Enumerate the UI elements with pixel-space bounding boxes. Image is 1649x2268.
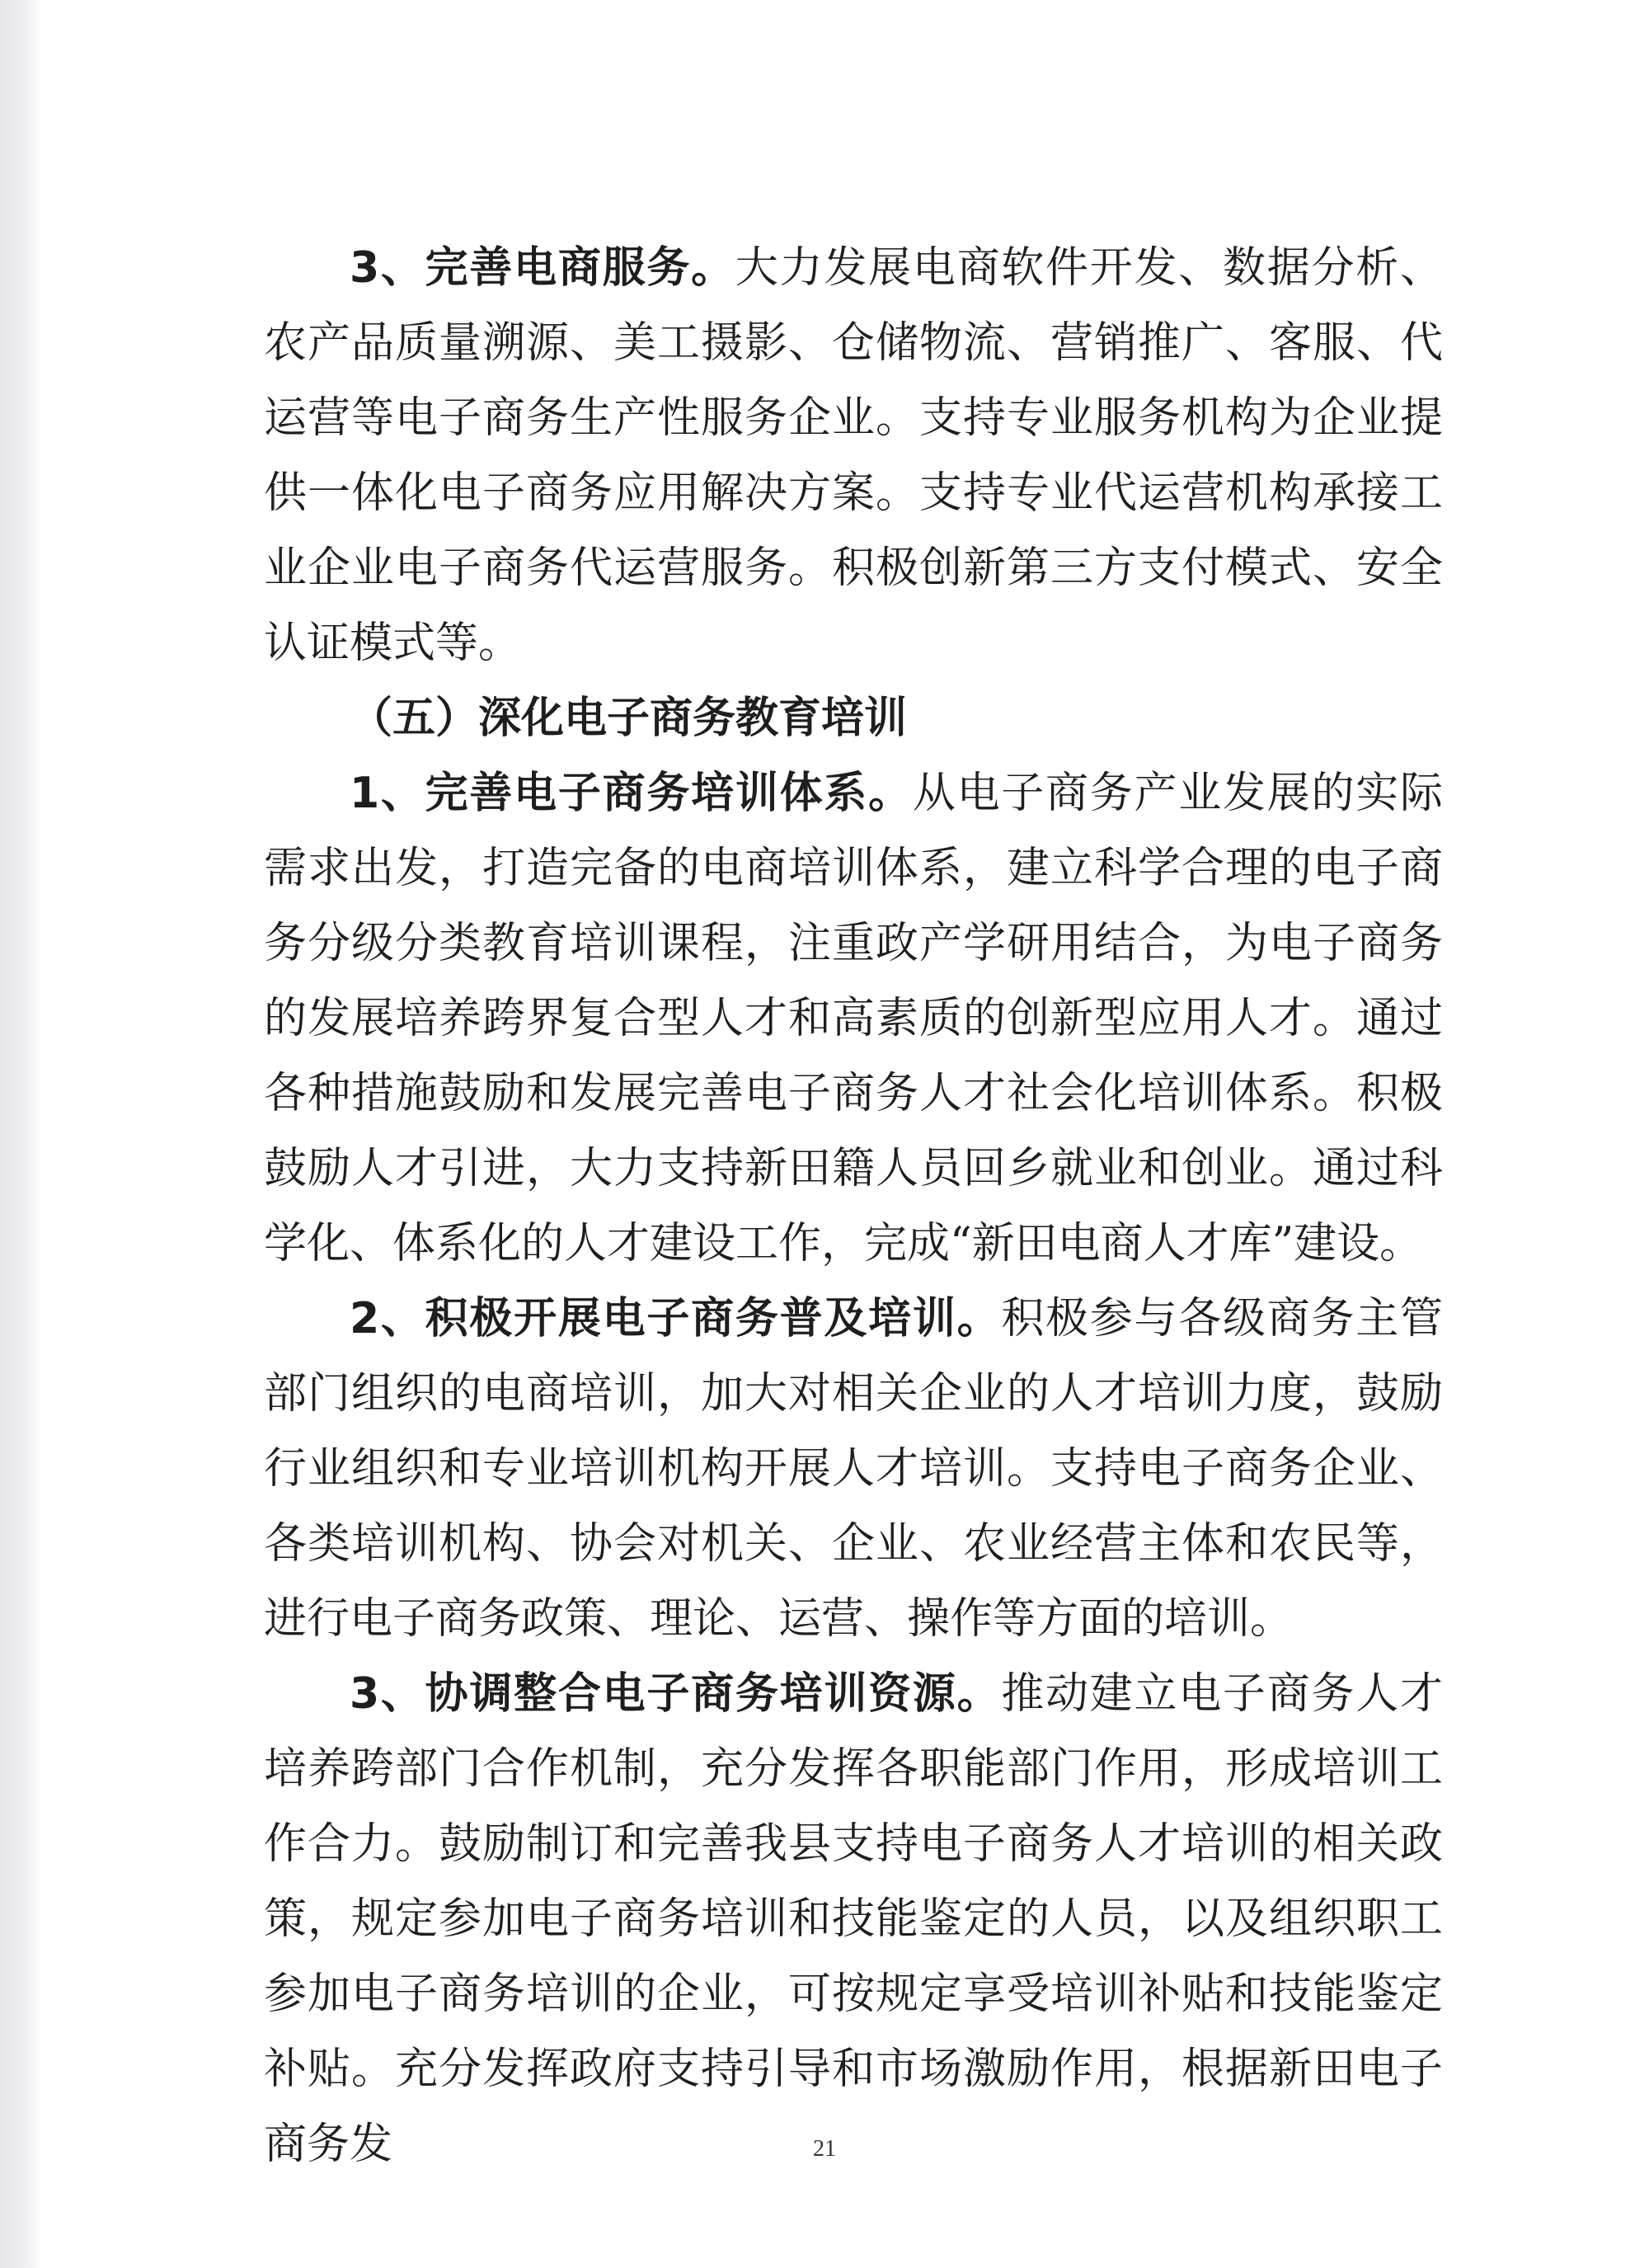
paragraph-text: 推动建立电子商务人才培养跨部门合作机制，充分发挥各职能部门作用，形成培训工作合力。鼓励制订和完善我县支持电子商务人才培训的相关政策，规定参加电子商务培训和技能鉴定的人员，以及组织职工参加电子商务培训的企业，可按规定享受培训补贴和技能鉴定补贴。充分发挥政府支持引导和市场激励作用，根据新田电子商务发 xyxy=(264,1669,1443,2169)
page-number: 21 xyxy=(813,2136,836,2162)
paragraph-text: 积极参与各级商务主管部门组织的电商培训，加大对相关企业的人才培训力度，鼓励行业组织和专业培训机构开展人才培训。支持电子商务企业、各类培训机构、协会对机关、企业、农业经营主体和农民等，进行电子商务政策、理论、运营、操作等方面的培训。 xyxy=(264,1294,1443,1644)
paragraph-integrate-training-resources xyxy=(264,1657,1443,2182)
document-body xyxy=(264,231,1443,2182)
paragraph-heading: 3、协调整合电子商务培训资源。 xyxy=(350,1669,1002,1719)
paragraph-text: 从电子商务产业发展的实际需求出发，打造完备的电商培训体系，建立科学合理的电子商务分级分类教育培训课程，注重政产学研用结合，为电子商务的发展培养跨界复合型人才和高素质的创新型应用人才。通过各种措施鼓励和发展完善电子商务人才社会化培训体系。积极鼓励人才引进，大力支持新田籍人员回乡就业和创业。通过科学化、体系化的人才建设工作，完成“新田电商人才库”建设。 xyxy=(264,769,1443,1268)
paragraph-popularization-training xyxy=(264,1282,1443,1657)
paragraph-improve-ecommerce-services xyxy=(264,231,1443,681)
paragraph-text: 大力发展电商软件开发、数据分析、农产品质量溯源、美工摄影、仓储物流、营销推广、客服、代运营等电子商务生产性服务企业。支持专业服务机构为企业提供一体化电子商务应用解决方案。支持专业代运营机构承接工业企业电子商务代运营服务。积极创新第三方支付模式、安全认证模式等。 xyxy=(264,243,1443,668)
paragraph-heading: 1、完善电子商务培训体系。 xyxy=(350,769,913,818)
paragraph-heading: 2、积极开展电子商务普及培训。 xyxy=(350,1294,1002,1343)
scan-shadow-edge xyxy=(0,0,40,2268)
paragraph-training-system xyxy=(264,756,1443,1282)
section-heading-education-training: （五）深化电子商务教育培训 xyxy=(350,694,908,743)
paragraph-heading: 3、完善电商服务。 xyxy=(350,243,735,293)
